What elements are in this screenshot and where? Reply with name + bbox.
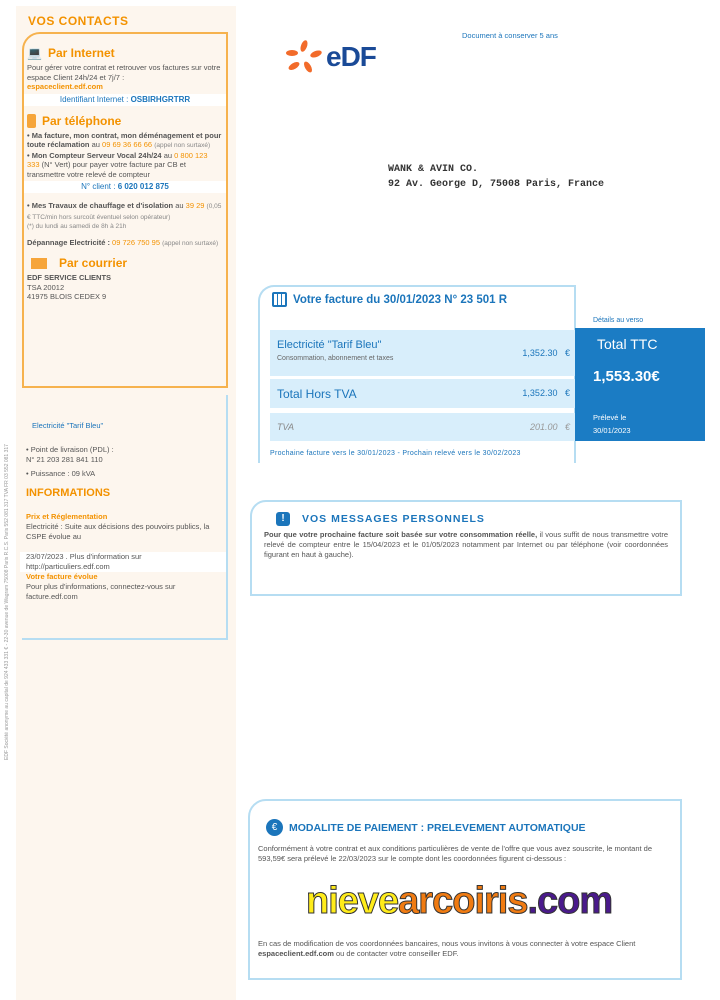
messages-title: ! VOS MESSAGES PERSONNELS (276, 512, 668, 526)
alert-icon: ! (276, 512, 290, 526)
contacts-box (22, 32, 228, 388)
invoice-row-electricity: Electricité "Tarif Bleu" Consommation, abonnement et taxes 1,352.30 € (270, 330, 576, 376)
prix-text: Electricité : Suite aux décisions des pouvoirs publics, la CSPE évolue au (26, 522, 210, 541)
recipient-address: WANK & AVIN CO. 92 Av. George D, 75008 Paris, France (388, 164, 605, 190)
calculator-icon (272, 292, 287, 307)
envelope-icon (31, 258, 47, 269)
invoice-row-total-ht: Total Hors TVA 1,352.30 € (270, 379, 576, 408)
sidebar-column (22, 32, 228, 640)
total-ttc-value: 1,553.30€ (593, 368, 660, 385)
edf-logo: eDF (286, 40, 376, 74)
keep-notice: Document à conserver 5 ans (462, 31, 558, 40)
phone-icon (27, 114, 36, 128)
power: • Puissance : 09 kVA (26, 469, 96, 478)
phone-item-1: • Ma facture, mon contrat, mon déménagement et pour toute réclamation au 09 69 36 66 66 (appel non surtaxé) (27, 130, 222, 149)
invoice-row-tva: TVA 201.00 € (270, 413, 576, 441)
internet-text: Pour gérer votre contrat et retrouver vos factures sur votre espace Client 24h/24 et 7j/7 : (27, 63, 221, 82)
euro-icon: € (266, 819, 283, 836)
payment-footer: En cas de modification de vos coordonnées bancaires, nous vous invitons à vous connecter à votre espace Client espaceclient.edf.com ou de contacter votre conseiller EDF. (258, 939, 636, 958)
phone-item-3: • Mes Travaux de chauffage et d'isolation au 39 29 (0,05 € TTC/min hors surcoût éventuel selon opérateur) (27, 201, 222, 221)
prix-title: Prix et Réglementation (26, 512, 108, 521)
info-title: INFORMATIONS (26, 487, 111, 499)
legal-notice: EDF Société anonyme au capital de 924 433 331 € - 22-30 avenue de Wagram 75008 Paris R.C.S. Paris 552 081 317 TVA FR 03 552 081 317 (4, 444, 10, 760)
edf-sun-icon (286, 40, 322, 74)
payment-text: Conformément à votre contrat et aux conditions particulières de vente de l'offre que vous avez souscrite, le montant de 593,59€ sera prélevé le 22/03/2023 sur le compte dont les coordonnées figurent ci-dessous : (258, 844, 653, 863)
personal-messages-box (250, 500, 682, 596)
messages-text: il vous suffit de nous transmettre votre relevé de compteur entre le 15/04/2023 et le 01/05/2023 notamment par Internet ou par téléphone (voir coordonnées figurant en haut à gauche). (264, 530, 668, 559)
payment-title: € MODALITE DE PAIEMENT : PRELEVEMENT AUTOMATIQUE (266, 819, 672, 836)
mail-section-title: Par courrier (27, 256, 222, 270)
facture-text: Pour plus d'informations, connectez-vous sur facture.edf.com (26, 582, 176, 601)
total-ttc-panel: Total TTC 1,553.30€ Prélevé le 30/01/2023 (575, 328, 705, 441)
phone-hours: (*) du lundi au samedi de 8h à 21h (27, 223, 127, 230)
depannage: Dépannage Electricité : 09 726 750 95 (appel non surtaxé) (27, 237, 219, 247)
details-verso: Détails au verso (593, 317, 644, 324)
phone-item-2: • Mon Compteur Serveur Vocal 24h/24 au 0 800 123 333 (N° Vert) pour payer votre facture par CB et transmettre votre relevé de compteur (27, 150, 208, 179)
internet-id: Identifiant Internet : OSBIRHGRTRR (24, 94, 226, 106)
espace-client-link[interactable]: espaceclient.edf.com (27, 82, 103, 91)
contract-info-box (22, 395, 228, 640)
contacts-title: VOS CONTACTS (28, 14, 129, 28)
internet-section-title: 💻 Par Internet (27, 46, 115, 60)
laptop-icon: 💻 (27, 46, 42, 60)
pdl-label: • Point de livraison (PDL) : (26, 445, 114, 454)
messages-bold: Pour que votre prochaine facture soit basée sur votre consommation réelle, (264, 530, 538, 539)
prix-text-2: 23/07/2023 . Plus d'information sur http://particuliers.edf.com (20, 552, 226, 572)
facture-title: Votre facture évolue (26, 572, 98, 581)
next-invoice-note: Prochaine facture vers le 30/01/2023 - Prochain relevé vers le 30/02/2023 (270, 450, 521, 457)
mail-line-2: TSA 20012 (27, 282, 65, 292)
mail-line-3: 41975 BLOIS CEDEX 9 (27, 292, 107, 301)
client-number: N° client : 6 020 012 875 (24, 181, 226, 193)
invoice-title: Votre facture du 30/01/2023 N° 23 501 R (272, 292, 507, 307)
pdl-value: N° 21 203 281 841 110 (26, 455, 103, 464)
contract-title: Electricité "Tarif Bleu" (32, 421, 104, 430)
espace-client-link-2[interactable]: espaceclient.edf.com (258, 949, 334, 958)
watermark: nievearcoiris.com (306, 880, 613, 922)
mail-line-1: EDF SERVICE CLIENTS (27, 273, 112, 282)
phone-section-title: Par téléphone (27, 114, 222, 128)
